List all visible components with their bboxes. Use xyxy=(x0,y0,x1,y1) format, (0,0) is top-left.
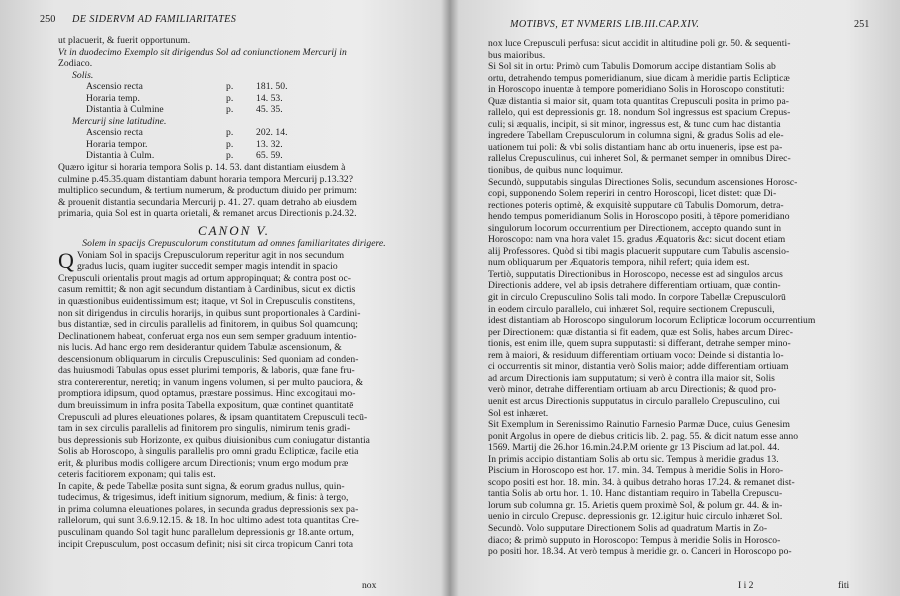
text-line: primaria, quia Sol est in quarta orietali, & remanet arcus Directionis p.24.32. xyxy=(58,208,357,220)
text-line: multiplico secundum, & tertium numerum, & productum diuido per primum: xyxy=(58,185,357,197)
text-line: culi; si æqualis, incipit, si sit minor, ingressus est, & tunc cum hac distantia xyxy=(488,118,781,130)
text-line: git in circulo Crepusculino Solis tali modo. In corpore Tabellæ Crepusculorū xyxy=(488,292,786,304)
text-line: uationem tui poli: & vbi solis distantiam hanc ab ortu inueneris, ipse est pa- xyxy=(488,141,783,153)
text-line: In primis accipio distantiam Solis ab ortu sic. Tempus à meridie gradus 13. xyxy=(488,453,779,465)
text-line: ci occurrentis sit minor, distantia verò Solis maior; adde differentiam ortiuam xyxy=(488,361,789,373)
canon-subtitle: Solem in spacijs Crepusculorum constitutum ad omnes familiaritates dirigere. xyxy=(82,238,386,250)
right-catchword: fiti xyxy=(838,580,850,591)
text-line: singulorum locorum occurrentium per Directionem, accepto quando sunt in xyxy=(488,222,782,234)
text-line: bus distantiæ, sed in circulis parallelis ad finitorem, in quibus Sol quamcunq; xyxy=(58,319,358,331)
text-line: culmine p.45.35.quam distantiam dabunt horaria tempora Mercurij p.13.32? xyxy=(58,173,354,185)
text-line: Quæ distantia si maior sit, quam tota quantitas Crepusculi posita in primo pa- xyxy=(488,95,789,107)
text-line: idest distantiam ab Horoscopo singulorum locorum Eclipticæ locorum occurrentium xyxy=(488,315,816,327)
text-line: in eodem circulo parallelo, cui inhæret Sol, require sectionem Crepusculi, xyxy=(488,303,775,315)
sol-row: Ascensio recta p. 181. 50. xyxy=(86,81,288,93)
text-line: dum breuissimum in infra posita Tabella expositum, quæ continet quantitatē xyxy=(58,399,354,411)
text-line: stra contererentur, neretiq; in vanum ingens volumen, si per multo pauciora, & xyxy=(58,376,364,388)
text-line: rem à maiori, & residuum differentiam ortiuam voco: Deinde si distantia lo- xyxy=(488,349,784,361)
text-line: non sit dirigendus in circulis horarijs, in quibus sunt proportionales à Cardini- xyxy=(58,307,361,319)
drop-cap: Q xyxy=(58,247,74,273)
text-line: Directionis addere, vel ab ipsis detrahere differentiam ortiuam, quæ contin- xyxy=(488,280,781,292)
text-line: ceteris facitiorem exponam; qui talis est. xyxy=(58,469,216,481)
text-line: nis lucis. Ad hanc ergo rem desiderantur quidem Tabulæ ascensionum, & xyxy=(58,342,342,354)
signature-mark: I i 2 xyxy=(738,580,754,591)
text-line: uenit est arcus Directionis supputatus in circulo parallelo Crepusculino, cui xyxy=(488,395,781,407)
left-running-head: DE SIDERVM AD FAMILIARITATES xyxy=(72,14,237,25)
text-line: verò minor, detrahe differentiam ortiuam ab arcu Directionis; & quod pro- xyxy=(488,384,777,396)
text-line: rallelo, qui est depressionis gr. 18. nondum Sol ingressus est spacium Crepus- xyxy=(488,107,791,119)
text-line: Sol est inhæret. xyxy=(488,407,549,419)
text-line: casum remittit; & non agit secundum distantiam à Cardinibus, sicut ex dictis xyxy=(58,284,356,296)
text-line: rallelus Crepusculinus, cui inheret Sol, & permanet semper in omnibus Direc- xyxy=(488,153,791,165)
mercury-heading: Mercurij sine latitudine. xyxy=(72,115,167,127)
text-line: bus maioribus. xyxy=(488,49,546,61)
sol-row: Horaria temp. p. 14. 53. xyxy=(86,92,283,104)
left-catchword: nox xyxy=(362,580,377,591)
text-line: ut placuerit, & fuerit opportunum. xyxy=(58,35,191,46)
text-line: Horoscopo: nam vna hora valet 15. gradus Æquatoris &c: sicut docent etiam xyxy=(488,234,786,246)
text-line: Si Sol sit in ortu: Primò cum Tabulis Domorum accipe distantiam Solis ab xyxy=(488,61,776,73)
text-line: tionibus, de quibus nunc loquimur. xyxy=(488,165,623,177)
text-line: rallelorum, qui sunt 3.6.9.12.15. & 18. In hoc ultimo adest tota quantitas Cre- xyxy=(58,515,360,527)
text-line: Crepusculi orientalis prout magis ad ortum appropinquat; & contra post oc- xyxy=(58,272,352,284)
text-line: Secundò. Volo supputare Directionem Solis ad quadratum Martis in Zo- xyxy=(488,522,768,534)
text-line: incipit Crepusculum, post occasum definit; nisi sit circa tropicum Canri tota xyxy=(58,538,354,550)
text-line: scopo positi est hor. 18. min. 34. à quibus detraho horas 17.24. & remanet dist- xyxy=(488,476,795,488)
text-line: tam in sex circulis parallelis ad finitorem pro singulis, nimirum tenis gradi- xyxy=(58,423,351,435)
text-line: Zodiaco. xyxy=(58,58,93,70)
text-line: in prima columna eleuationes polares, in secunda gradus depressionis sex pa- xyxy=(58,503,359,515)
text-line: Voniam Sol in spacijs Crepusculorum reperitur agit in nos secundum xyxy=(76,249,345,261)
text-line: pusculinam quando Sol tagit hunc parallelum depressionis gr 18.ante ortum, xyxy=(58,526,354,538)
text-line: tantia Solis ab ortu hor. 1. 10. Hanc distantiam requiro in Tabella Crepuscu- xyxy=(488,488,783,500)
text-line: uenio in circulo Crepusc. depressionis gr. 12.igitur huic circulo inhæret Sol. xyxy=(488,511,783,523)
text-line: ad arcum Directionis iam supputatum; si verò è contra illa maior sit, Solis xyxy=(488,372,775,384)
text-line: copi, supponendo Solem reperiri in centro Horoscopi, licet distet: quæ Di- xyxy=(488,188,777,200)
text-line: Crepusculi ad plures eleuationes polares, & ipsam quantitatem Crepusculi tecū- xyxy=(58,411,368,423)
right-page xyxy=(452,0,900,596)
text-line: descensionum obliquarum in circulis Crepusculinis: Sed quoniam ad conden- xyxy=(58,353,359,365)
text-line: erit, & pluribus modis colligere arcum Directionis; vnum ergo modum præ xyxy=(58,457,349,469)
text-line: hendo tempus pomeridianum Solis in Horoscopo positi, à tēpore pomeridiano xyxy=(488,211,790,223)
text-line: tudecimus, & trigesimus, ideft initium signorum, medium, & finis: à tergo, xyxy=(58,492,349,504)
text-line: rectiones poteris optimè, & exquisitè supputare cū Tabulis Domorum, detra- xyxy=(488,199,784,211)
right-page-text xyxy=(488,38,846,558)
left-body xyxy=(58,247,410,550)
text-line: Declinationem habeat, conferuat erga nos eun sem semper graduum intentio- xyxy=(58,330,357,342)
text-line: per Directionem: quæ distantia si fit eadem, quæ est Solis, habes arcum Direc- xyxy=(488,326,793,338)
text-line: bus depressionis sub Horizonte, ex quibus diuisionibus cum coniugatur distantia xyxy=(58,434,370,446)
right-running-head: MOTIBVS, ET NVMERIS LIB.III.CAP.XIV. xyxy=(510,19,700,30)
text-line: Sit Exemplum in Serenissimo Rainutio Farnesio Parmæ Duce, cuius Genesim xyxy=(488,419,790,431)
sol-row: Distantia à Culmine p. 45. 35. xyxy=(86,104,283,116)
text-line: in Horoscopo inuentæ à tempore pomeridiano Solis in Horoscopo constituti: xyxy=(488,84,785,96)
text-line: 1569. Martij die 26.hor 16.min.24.P.M oriente gr 13 Piscium ad lat.pol. 44. xyxy=(488,442,780,454)
text-line: po positi hor. 18.34. At verò tempus à meridie gr. o. Canceri in Horoscopo po- xyxy=(488,546,792,558)
text-line: num obliquarum per Æquatoris tempora, nihil refert; quia idem est. xyxy=(488,257,750,269)
text-line: Tertiò, supputatis Directionibus in Horoscopo, necesse est ad singulos arcus xyxy=(488,268,783,280)
mercury-row: Distantia à Culm. p. 65. 59. xyxy=(86,150,283,162)
left-page-number: 250 xyxy=(40,14,56,25)
left-page-text xyxy=(58,35,410,550)
text-line: ingredere Tabellam Crepusculorum in columna signi, & gradus Solis ad ele- xyxy=(488,130,784,142)
text-line: in quæstionibus euidentissimum est; itaque, vt Sol in Crepusculis constitens, xyxy=(58,296,356,308)
text-line: das huiusmodi Tabulas opus esset plurimi temporis, & laboris, quæ fane fru- xyxy=(58,365,355,377)
sol-heading: Solis. xyxy=(72,69,94,81)
text-line: alij Professores. Quòd si tibi magis placuerit supputare cum Tabulis ascensio- xyxy=(488,245,790,257)
text-line: ortu, detrahendo tempus pomeridianum, siue dicam à meridie partis Eclipticæ xyxy=(488,72,790,84)
mercury-row: Horaria tempor. p. 13. 32. xyxy=(86,138,283,150)
right-page-number: 251 xyxy=(854,19,870,30)
text-line: In capite, & pede Tabellæ posita sunt signa, & eorum gradus nullus, quin- xyxy=(58,480,345,492)
text-line: lorum sub columna gr. 15. Arietis quem proximè Sol, & polum gr. 44. & in- xyxy=(488,499,783,511)
text-line: Secundò, supputabis singulas Directiones Solis, secundum ascensiones Horosc- xyxy=(488,176,798,188)
text-line: & prouenit distantia secundaria Mercurij p. 41. 27. quam detraho ab eiusdem xyxy=(58,196,357,208)
text-line: nox luce Crepusculi perfusa: sicut accidit in altitudine poli gr. 50. & sequenti- xyxy=(488,38,791,49)
text-line: gradus lucis, quam iugiter succedit semper magis intendit in spacio xyxy=(76,261,338,273)
canon-title: CANON V. xyxy=(197,222,271,238)
text-line: promptiora idipsum, quod optamus, præstare possimus. Hinc excogitaui mo- xyxy=(58,388,356,400)
text-line: Vt in duodecimo Exemplo sit dirigendus Sol ad coniunctionem Mercurij in xyxy=(58,46,347,58)
text-line: ponit Argolus in opere de diebus criticis lib. 2. pag. 55. & dicit natum esse anno xyxy=(488,430,799,442)
text-line: tionis, est enim ille, quem supra supputasti: si differant, detrahe semper mino- xyxy=(488,338,791,350)
text-line: Quæro igitur si horaria tempora Solis p. 14. 53. dant distantiam eiusdem à xyxy=(58,162,346,174)
text-line: Piscium in Horoscopo est hor. 17. min. 34. Tempus à meridie Solis in Horo- xyxy=(488,465,784,477)
text-line: diaco; & primò supputo in Horoscopo: Tempus à meridie Solis in Horosco- xyxy=(488,534,781,546)
mercury-row: Ascensio recta p. 202. 14. xyxy=(86,127,288,139)
text-line: Solis ab Horoscopo, à singulis parallelis pro omni gradu Eclipticæ, facile etia xyxy=(58,446,359,458)
